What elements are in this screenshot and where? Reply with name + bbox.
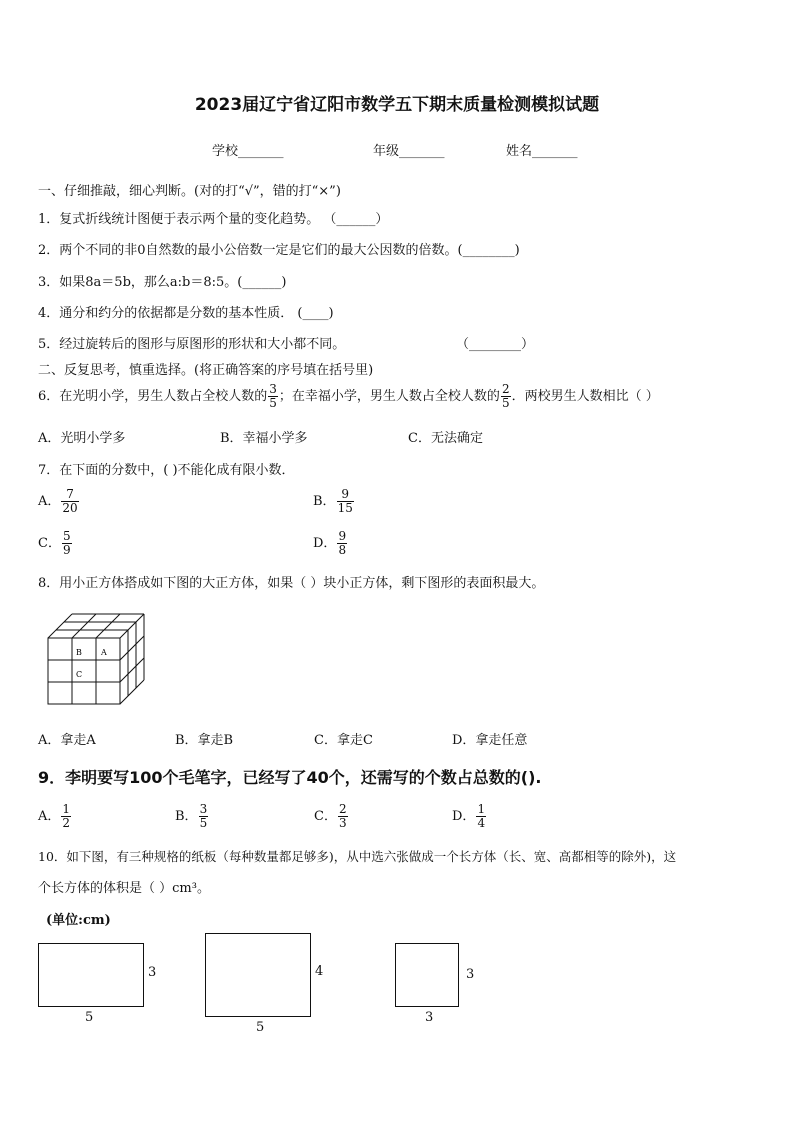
q8-option-b: B．拿走B [175,733,234,748]
board-3-width: 3 [425,1010,434,1025]
question-7: 7．在下面的分数中，( )不能化成有限小数． [38,463,295,478]
question-4: 4．通分和约分的依据都是分数的基本性质． (____) [38,306,334,321]
question-2: 2．两个不同的非0自然数的最小公倍数一定是它们的最大公因数的倍数。(________) [38,243,520,258]
question-10-line2: 个长方体的体积是（ ）cm³。 [38,881,210,896]
board-5x3 [38,943,144,1007]
question-5-blank: （________） [456,337,535,352]
q7-option-a: A． $\frac{7}{20}$ [38,487,78,515]
name-field: 姓名_______ [506,144,578,159]
cube-label-a: A [101,648,107,657]
q6-text-2: ；在幸福小学，男生人数占全校人数的 [278,389,500,404]
question-5: 5．经过旋转后的图形与原图形的形状和大小都不同。 [38,337,346,352]
q8-option-d: D．拿走任意 [452,733,528,748]
board-1-width: 5 [85,1010,94,1025]
grade-field: 年级_______ [373,144,445,159]
q6-fraction-2: $\frac{2}{5}$ [501,382,510,410]
question-8: 8．用小正方体搭成如下图的大正方体，如果（ ）块小正方体，剩下图形的表面积最大。 [38,576,545,591]
cube-label-b: B [76,648,82,657]
q9-option-a: A． $\frac{1}{2}$ [38,802,71,830]
section1-heading: 一、仔细推敲，细心判断。(对的打“√”，错的打“×”) [38,184,341,199]
q8-option-c: C．拿走C [314,733,373,748]
board-2-height: 4 [315,964,324,979]
q6-fraction-1: $\frac{3}{5}$ [269,382,277,410]
unit-label: (单位:cm) [46,913,111,928]
question-6 [38,380,659,414]
q6-option-b: B．幸福小学多 [220,431,308,446]
question-10-line1: 10．如下图，有三种规格的纸板（每种数量都足够多)，从中选六张做成一个长方体（长、宽、高都相等的除外)，这 [38,849,677,864]
board-5x4 [205,933,311,1017]
q6-text-3: ．两校男生人数相比（ ） [511,389,659,404]
board-3-height: 3 [466,967,475,982]
q9-option-d: D． $\frac{1}{4}$ [452,802,486,830]
q7-option-c: C． $\frac{5}{9}$ [38,529,71,557]
q6-option-a: A．光明小学多 [38,431,126,446]
q7-option-b: B． $\frac{9}{15}$ [313,487,353,515]
question-1: 1．复式折线统计图便于表示两个量的变化趋势。 （______） [38,212,389,227]
page-title: 2023届辽宁省辽阳市数学五下期末质量检测模拟试题 [194,95,600,115]
board-2-width: 5 [256,1020,265,1035]
board-3x3 [395,943,459,1007]
q6-option-c: C．无法确定 [408,431,483,446]
q9-option-b: B． $\frac{3}{5}$ [175,802,208,830]
cube-figure [44,608,150,708]
section2-heading: 二、反复思考，慎重选择。(将正确答案的序号填在括号里) [38,363,374,378]
q9-option-c: C． $\frac{2}{3}$ [314,802,347,830]
school-field: 学校_______ [212,144,284,159]
q6-text-1: 6．在光明小学，男生人数占全校人数的 [38,389,268,404]
question-3: 3．如果8a＝5b，那么a:b＝8:5。(______) [38,275,287,290]
board-1-height: 3 [148,965,157,980]
cube-label-c: C [76,670,83,679]
q8-option-a: A．拿走A [38,733,96,748]
q7-option-d: D． $\frac{9}{8}$ [313,529,347,557]
question-9: 9．李明要写100个毛笔字，已经写了40个，还需写的个数占总数的(). [38,768,542,787]
